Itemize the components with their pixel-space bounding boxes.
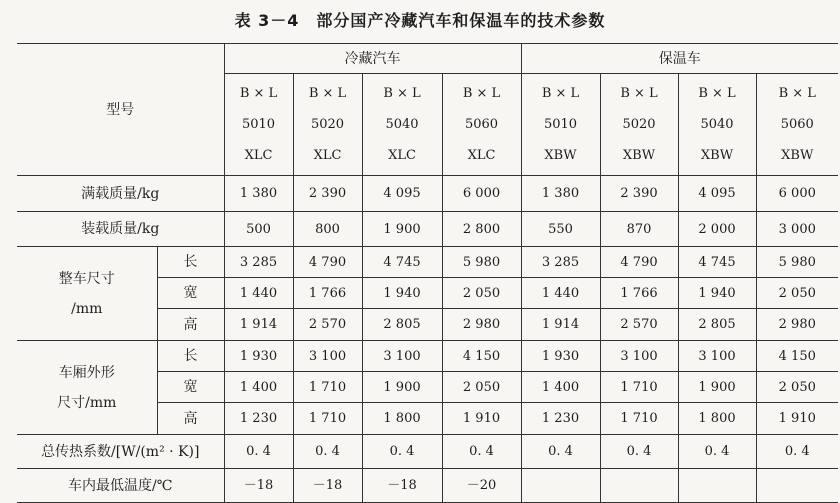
table-cell: 1 710	[293, 403, 362, 435]
table-cell: 1 400	[224, 372, 293, 403]
table-title: 表 3－4 部分国产冷藏汽车和保温车的技术参数	[234, 11, 606, 30]
header-row-groups	[17, 44, 838, 74]
table-cell: －20	[442, 469, 521, 503]
group-header-insulated: 保温车	[521, 44, 838, 74]
sub-label-height: 高	[157, 309, 224, 341]
table-cell: 2 050	[442, 372, 521, 403]
table-cell: 0. 4	[678, 435, 756, 469]
table-cell: 1 710	[293, 372, 362, 403]
table-row	[17, 435, 838, 469]
table-cell: 0. 4	[224, 435, 293, 469]
table-cell: 1 900	[362, 212, 442, 247]
table-cell: 870	[600, 212, 678, 247]
sub-label-width: 宽	[157, 278, 224, 309]
table-cell: 2 390	[600, 176, 678, 212]
table-cell: 1 766	[600, 278, 678, 309]
table-cell: 6 000	[442, 176, 521, 212]
table-cell: 1 380	[521, 176, 600, 212]
table-cell: 1 440	[521, 278, 600, 309]
sub-label-height: 高	[157, 403, 224, 435]
table-cell: 1 930	[224, 341, 293, 372]
table-cell: 1 710	[600, 403, 678, 435]
table-cell: 1 940	[362, 278, 442, 309]
table-cell: 4 095	[678, 176, 756, 212]
table-cell: 2 800	[442, 212, 521, 247]
table-cell: 2 050	[756, 278, 838, 309]
table-cell: 3 100	[362, 341, 442, 372]
model-code-cell: B × L 5040 XBW	[678, 74, 756, 176]
table-cell: 4 150	[442, 341, 521, 372]
table-cell: 4 150	[756, 341, 838, 372]
table-cell: 2 050	[756, 372, 838, 403]
model-code-cell: B × L 5040 XLC	[362, 74, 442, 176]
table-cell: 1 230	[224, 403, 293, 435]
table-cell: 1 400	[521, 372, 600, 403]
model-code-cell: B × L 5060 XLC	[442, 74, 521, 176]
table-cell	[678, 469, 756, 503]
table-cell: 3 000	[756, 212, 838, 247]
table-cell: 2 570	[600, 309, 678, 341]
model-code-cell: B × L 5060 XBW	[756, 74, 838, 176]
table-cell: 800	[293, 212, 362, 247]
row-label-heat-transfer: 总传热系数/[W/(m² · K)]	[17, 435, 224, 469]
table-cell: 0. 4	[293, 435, 362, 469]
table-cell: 2 390	[293, 176, 362, 212]
table-cell: 550	[521, 212, 600, 247]
table-cell: 4 790	[600, 247, 678, 278]
table-row	[17, 341, 838, 372]
table-cell: 3 100	[293, 341, 362, 372]
table-cell: 500	[224, 212, 293, 247]
table-cell: 1 710	[600, 372, 678, 403]
table-cell: 2 980	[756, 309, 838, 341]
table-cell: 3 100	[600, 341, 678, 372]
spec-table	[17, 43, 838, 503]
table-cell: 1 914	[521, 309, 600, 341]
table-cell: 4 745	[678, 247, 756, 278]
table-cell: 2 805	[678, 309, 756, 341]
table-row	[17, 212, 838, 247]
table-cell: 2 000	[678, 212, 756, 247]
table-cell: 1 900	[362, 372, 442, 403]
table-cell: 1 230	[521, 403, 600, 435]
table-row	[17, 469, 838, 503]
table-cell: －18	[362, 469, 442, 503]
table-row	[17, 176, 838, 212]
table-cell: 4 095	[362, 176, 442, 212]
row-label-full-load-mass: 满载质量/kg	[17, 176, 224, 212]
table-cell: 2 050	[442, 278, 521, 309]
row-label-min-temp: 车内最低温度/℃	[17, 469, 224, 503]
table-cell	[600, 469, 678, 503]
table-cell: 2 980	[442, 309, 521, 341]
table-cell: 3 285	[521, 247, 600, 278]
row-label-vehicle-size: 整车尺寸 /mm	[17, 247, 157, 341]
model-code-cell: B × L 5020 XLC	[293, 74, 362, 176]
table-row	[17, 247, 838, 278]
table-cell: 1 380	[224, 176, 293, 212]
table-cell: 0. 4	[442, 435, 521, 469]
table-cell: 1 440	[224, 278, 293, 309]
table-cell: －18	[224, 469, 293, 503]
table-cell: 3 100	[678, 341, 756, 372]
table-cell: 0. 4	[756, 435, 838, 469]
table-cell	[756, 469, 838, 503]
model-code-cell: B × L 5020 XBW	[600, 74, 678, 176]
table-cell: 1 900	[678, 372, 756, 403]
table-cell: 1 910	[756, 403, 838, 435]
table-cell: 1 930	[521, 341, 600, 372]
sub-label-length: 长	[157, 341, 224, 372]
table-cell: 5 980	[756, 247, 838, 278]
table-cell: 2 570	[293, 309, 362, 341]
model-code-cell: B × L 5010 XLC	[224, 74, 293, 176]
table-cell: 4 745	[362, 247, 442, 278]
table-cell: 0. 4	[521, 435, 600, 469]
sub-label-length: 长	[157, 247, 224, 278]
table-cell: 0. 4	[362, 435, 442, 469]
table-cell	[521, 469, 600, 503]
table-cell: 1 910	[442, 403, 521, 435]
table-cell: 1 914	[224, 309, 293, 341]
table-cell: 1 800	[678, 403, 756, 435]
table-cell: 6 000	[756, 176, 838, 212]
table-cell: 0. 4	[600, 435, 678, 469]
table-cell: 2 805	[362, 309, 442, 341]
table-cell: －18	[293, 469, 362, 503]
table-cell: 1 940	[678, 278, 756, 309]
model-code-cell: B × L 5010 XBW	[521, 74, 600, 176]
group-header-refrigerated: 冷藏汽车	[224, 44, 521, 74]
sub-label-width: 宽	[157, 372, 224, 403]
model-header: 型号	[17, 44, 224, 176]
table-cell: 4 790	[293, 247, 362, 278]
row-label-load-mass: 装载质量/kg	[17, 212, 224, 247]
table-cell: 1 766	[293, 278, 362, 309]
table-cell: 1 800	[362, 403, 442, 435]
table-cell: 5 980	[442, 247, 521, 278]
table-cell: 3 285	[224, 247, 293, 278]
row-label-box-size: 车厢外形 尺寸/mm	[17, 341, 157, 435]
